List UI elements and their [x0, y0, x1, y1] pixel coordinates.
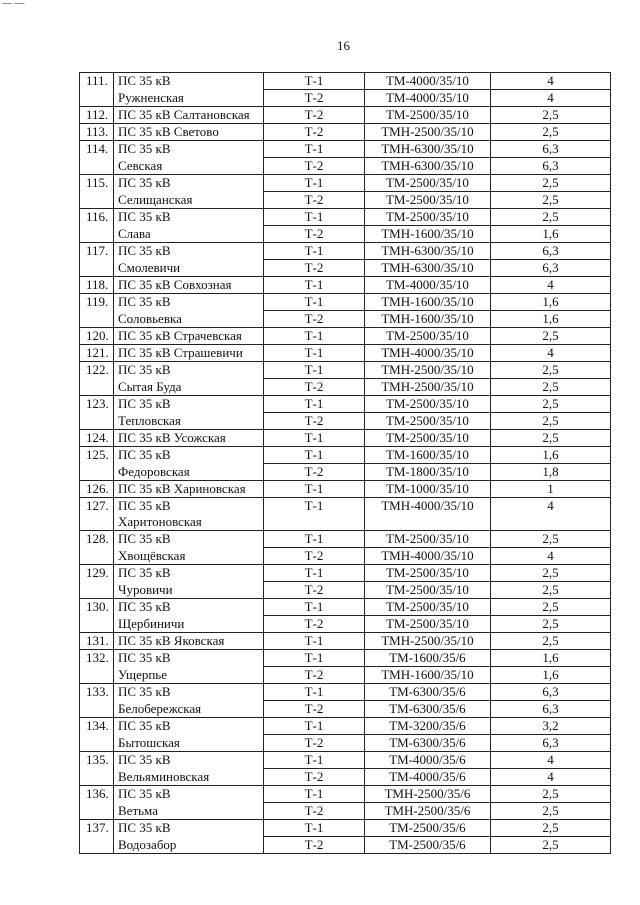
capacity-mva: 2,5	[491, 531, 611, 548]
transformer-id: Т-2	[264, 90, 365, 107]
row-number: 126.	[80, 481, 114, 498]
substation-name: Водозабор	[114, 837, 264, 854]
transformer-type: ТМН-6300/35/10	[365, 260, 491, 277]
capacity-mva: 2,5	[491, 565, 611, 582]
row-number: 120.	[80, 328, 114, 345]
transformer-id: Т-1	[264, 430, 365, 447]
transformer-id: Т-2	[264, 735, 365, 752]
capacity-mva: 2,5	[491, 786, 611, 803]
capacity-mva: 2,5	[491, 413, 611, 430]
substation-name: Вельяминовская	[114, 769, 264, 786]
table-row	[80, 243, 611, 260]
transformer-id: Т-1	[264, 328, 365, 345]
transformer-type: ТМ-4000/35/10	[365, 90, 491, 107]
transformer-id: Т-1	[264, 209, 365, 226]
transformer-id: Т-2	[264, 107, 365, 124]
transformer-type: ТМН-1600/35/10	[365, 294, 491, 311]
transformer-type: ТМН-4000/35/10	[365, 345, 491, 362]
capacity-mva: 2,5	[491, 599, 611, 616]
transformer-id: Т-2	[264, 158, 365, 175]
transformer-type: ТМН-4000/35/10	[365, 498, 491, 515]
table-row	[80, 192, 611, 209]
substation-name: ПС 35 кВ	[114, 447, 264, 464]
capacity-mva: 6,3	[491, 260, 611, 277]
transformer-id: Т-1	[264, 73, 365, 90]
transformer-id: Т-1	[264, 752, 365, 769]
transformer-type: ТМ-2500/35/10	[365, 616, 491, 633]
table-row	[80, 328, 611, 345]
row-number: 132.	[80, 650, 114, 684]
capacity-mva: 2,5	[491, 107, 611, 124]
transformer-id: Т-1	[264, 362, 365, 379]
transformer-type: ТМ-1800/35/10	[365, 464, 491, 481]
capacity-mva: 2,5	[491, 616, 611, 633]
transformer-type: ТМН-2500/35/10	[365, 379, 491, 396]
substation-name: Харитоновская	[114, 514, 264, 531]
capacity-mva: 4	[491, 548, 611, 565]
transformer-type: ТМ-4000/35/10	[365, 277, 491, 294]
table-row	[80, 226, 611, 243]
capacity-mva: 4	[491, 345, 611, 362]
transformer-id	[264, 514, 365, 531]
table-row	[80, 124, 611, 141]
capacity-mva: 4	[491, 752, 611, 769]
transformer-type: ТМ-2500/35/10	[365, 565, 491, 582]
row-number: 135.	[80, 752, 114, 786]
transformer-id: Т-1	[264, 396, 365, 413]
transformer-id: Т-1	[264, 531, 365, 548]
transformer-id: Т-1	[264, 599, 365, 616]
substation-table	[79, 72, 611, 854]
table-row	[80, 684, 611, 701]
capacity-mva: 1,6	[491, 311, 611, 328]
row-number: 111.	[80, 73, 114, 107]
capacity-mva: 6,3	[491, 243, 611, 260]
substation-name: ПС 35 кВ Страчевская	[114, 328, 264, 345]
capacity-mva: 6,3	[491, 701, 611, 718]
transformer-type: ТМН-2500/35/10	[365, 633, 491, 650]
transformer-type	[365, 514, 491, 531]
table-row	[80, 803, 611, 820]
row-number: 115.	[80, 175, 114, 209]
substation-name: Ветьма	[114, 803, 264, 820]
table-row	[80, 294, 611, 311]
transformer-id: Т-2	[264, 616, 365, 633]
substation-name: Тепловская	[114, 413, 264, 430]
transformer-id: Т-1	[264, 633, 365, 650]
transformer-type: ТМ-2500/35/10	[365, 209, 491, 226]
table-row	[80, 633, 611, 650]
transformer-id: Т-1	[264, 684, 365, 701]
transformer-id: Т-2	[264, 464, 365, 481]
table-row	[80, 599, 611, 616]
table-row	[80, 141, 611, 158]
table-row	[80, 701, 611, 718]
row-number: 136.	[80, 786, 114, 820]
row-number: 118.	[80, 277, 114, 294]
substation-name: Федоровская	[114, 464, 264, 481]
transformer-type: ТМ-2500/35/10	[365, 430, 491, 447]
transformer-type: ТМ-1600/35/6	[365, 650, 491, 667]
capacity-mva: 2,5	[491, 362, 611, 379]
transformer-id: Т-1	[264, 718, 365, 735]
transformer-id: Т-2	[264, 379, 365, 396]
table-row	[80, 209, 611, 226]
transformer-type: ТМ-2500/35/10	[365, 599, 491, 616]
substation-name: ПС 35 кВ	[114, 243, 264, 260]
substation-name: ПС 35 кВ Яковская	[114, 633, 264, 650]
transformer-type: ТМН-2500/35/6	[365, 786, 491, 803]
capacity-mva: 2,5	[491, 803, 611, 820]
row-number: 127.	[80, 498, 114, 531]
capacity-mva: 1,6	[491, 294, 611, 311]
table-row	[80, 498, 611, 515]
transformer-type: ТМ-6300/35/6	[365, 701, 491, 718]
corner-mark: — —	[2, 0, 25, 9]
row-number: 119.	[80, 294, 114, 328]
row-number: 112.	[80, 107, 114, 124]
row-number: 133.	[80, 684, 114, 718]
table-row	[80, 786, 611, 803]
table-row	[80, 73, 611, 90]
capacity-mva: 2,5	[491, 192, 611, 209]
transformer-id: Т-1	[264, 650, 365, 667]
capacity-mva: 6,3	[491, 684, 611, 701]
substation-name: ПС 35 кВ Светово	[114, 124, 264, 141]
table-row	[80, 107, 611, 124]
substation-name: ПС 35 кВ	[114, 175, 264, 192]
table-row	[80, 464, 611, 481]
row-number: 131.	[80, 633, 114, 650]
row-number: 117.	[80, 243, 114, 277]
transformer-id: Т-1	[264, 175, 365, 192]
transformer-type: ТМ-2500/35/10	[365, 531, 491, 548]
transformer-id: Т-2	[264, 769, 365, 786]
table-row	[80, 260, 611, 277]
capacity-mva: 2,5	[491, 633, 611, 650]
capacity-mva: 2,5	[491, 175, 611, 192]
table-row	[80, 616, 611, 633]
table-row	[80, 345, 611, 362]
table-row	[80, 565, 611, 582]
transformer-id: Т-2	[264, 582, 365, 599]
capacity-mva: 2,5	[491, 582, 611, 599]
capacity-mva: 4	[491, 498, 611, 515]
table-row	[80, 175, 611, 192]
substation-name: ПС 35 кВ Салтановская	[114, 107, 264, 124]
substation-name: ПС 35 кВ	[114, 650, 264, 667]
capacity-mva: 1,6	[491, 650, 611, 667]
substation-name: ПС 35 кВ	[114, 752, 264, 769]
table-row	[80, 277, 611, 294]
transformer-id: Т-2	[264, 701, 365, 718]
substation-name: Севская	[114, 158, 264, 175]
transformer-id: Т-2	[264, 837, 365, 854]
substation-name: ПС 35 кВ Совхозная	[114, 277, 264, 294]
capacity-mva: 4	[491, 90, 611, 107]
row-number: 116.	[80, 209, 114, 243]
transformer-type: ТМ-2500/35/10	[365, 582, 491, 599]
substation-name: ПС 35 кВ	[114, 684, 264, 701]
row-number: 134.	[80, 718, 114, 752]
transformer-type: ТМ-1000/35/10	[365, 481, 491, 498]
transformer-type: ТМ-4000/35/10	[365, 73, 491, 90]
table-row	[80, 514, 611, 531]
transformer-id: Т-2	[264, 667, 365, 684]
transformer-type: ТМ-3200/35/6	[365, 718, 491, 735]
table-row	[80, 769, 611, 786]
transformer-id: Т-1	[264, 481, 365, 498]
transformer-type: ТМ-2500/35/10	[365, 107, 491, 124]
substation-name: ПС 35 кВ	[114, 362, 264, 379]
substation-name: ПС 35 кВ	[114, 209, 264, 226]
capacity-mva: 6,3	[491, 158, 611, 175]
transformer-id: Т-1	[264, 786, 365, 803]
transformer-type: ТМН-1600/35/10	[365, 311, 491, 328]
substation-name: ПС 35 кВ Усожская	[114, 430, 264, 447]
row-number: 124.	[80, 430, 114, 447]
transformer-id: Т-2	[264, 124, 365, 141]
table-row	[80, 548, 611, 565]
row-number: 129.	[80, 565, 114, 599]
substation-name: Ущерпье	[114, 667, 264, 684]
capacity-mva: 1,6	[491, 447, 611, 464]
table-row	[80, 379, 611, 396]
row-number: 125.	[80, 447, 114, 481]
row-number: 121.	[80, 345, 114, 362]
transformer-id: Т-1	[264, 345, 365, 362]
substation-name: ПС 35 кВ	[114, 565, 264, 582]
transformer-type: ТМ-2500/35/6	[365, 820, 491, 837]
capacity-mva: 1,6	[491, 667, 611, 684]
transformer-id: Т-2	[264, 413, 365, 430]
capacity-mva: 2,5	[491, 430, 611, 447]
transformer-id: Т-1	[264, 294, 365, 311]
table-row	[80, 481, 611, 498]
row-number: 123.	[80, 396, 114, 430]
transformer-type: ТМН-6300/35/10	[365, 158, 491, 175]
substation-name: Селищанская	[114, 192, 264, 209]
table-row	[80, 650, 611, 667]
transformer-id: Т-1	[264, 447, 365, 464]
substation-name: Слава	[114, 226, 264, 243]
capacity-mva: 2,5	[491, 820, 611, 837]
table-row	[80, 90, 611, 107]
transformer-type: ТМН-1600/35/10	[365, 667, 491, 684]
capacity-mva: 1	[491, 481, 611, 498]
table-row	[80, 837, 611, 854]
page-number: 16	[337, 38, 350, 53]
substation-name: Щербиничи	[114, 616, 264, 633]
substation-name: ПС 35 кВ Хариновская	[114, 481, 264, 498]
transformer-type: ТМ-2500/35/10	[365, 175, 491, 192]
transformer-id: Т-2	[264, 803, 365, 820]
transformer-id: Т-1	[264, 820, 365, 837]
table-row	[80, 396, 611, 413]
transformer-type: ТМН-2500/35/10	[365, 362, 491, 379]
capacity-mva: 4	[491, 73, 611, 90]
transformer-type: ТМ-4000/35/6	[365, 752, 491, 769]
capacity-mva: 2,5	[491, 209, 611, 226]
substation-name: Ружненская	[114, 90, 264, 107]
capacity-mva: 4	[491, 277, 611, 294]
capacity-mva: 4	[491, 769, 611, 786]
table-row	[80, 752, 611, 769]
capacity-mva: 6,3	[491, 735, 611, 752]
capacity-mva	[491, 514, 611, 531]
substation-name: Чуровичи	[114, 582, 264, 599]
transformer-id: Т-1	[264, 141, 365, 158]
substation-name: Бытошская	[114, 735, 264, 752]
table-row	[80, 430, 611, 447]
transformer-type: ТМ-2500/35/10	[365, 328, 491, 345]
transformer-id: Т-1	[264, 498, 365, 515]
transformer-type: ТМ-2500/35/6	[365, 837, 491, 854]
table-row	[80, 447, 611, 464]
row-number: 113.	[80, 124, 114, 141]
transformer-id: Т-1	[264, 277, 365, 294]
transformer-type: ТМ-6300/35/6	[365, 735, 491, 752]
transformer-id: Т-2	[264, 260, 365, 277]
substation-name: ПС 35 кВ	[114, 396, 264, 413]
transformer-type: ТМН-2500/35/6	[365, 803, 491, 820]
substation-name: ПС 35 кВ	[114, 786, 264, 803]
table-row	[80, 820, 611, 837]
substation-name: Сытая Буда	[114, 379, 264, 396]
transformer-type: ТМ-2500/35/10	[365, 396, 491, 413]
substation-name: Хвощёвская	[114, 548, 264, 565]
table-row	[80, 667, 611, 684]
transformer-type: ТМН-4000/35/10	[365, 548, 491, 565]
substation-name: Белобережская	[114, 701, 264, 718]
row-number: 122.	[80, 362, 114, 396]
substation-name: ПС 35 кВ	[114, 294, 264, 311]
row-number: 128.	[80, 531, 114, 565]
table-row	[80, 311, 611, 328]
transformer-type: ТМ-2500/35/10	[365, 192, 491, 209]
substation-name: ПС 35 кВ	[114, 531, 264, 548]
table-row	[80, 582, 611, 599]
row-number: 137.	[80, 820, 114, 854]
transformer-type: ТМ-1600/35/10	[365, 447, 491, 464]
substation-name: ПС 35 кВ Страшевичи	[114, 345, 264, 362]
transformer-type: ТМ-6300/35/6	[365, 684, 491, 701]
transformer-id: Т-2	[264, 548, 365, 565]
table-row	[80, 718, 611, 735]
table-row	[80, 158, 611, 175]
transformer-type: ТМН-2500/35/10	[365, 124, 491, 141]
table-row	[80, 362, 611, 379]
table-row	[80, 735, 611, 752]
capacity-mva: 2,5	[491, 328, 611, 345]
table-row	[80, 413, 611, 430]
capacity-mva: 2,5	[491, 124, 611, 141]
transformer-type: ТМ-4000/35/6	[365, 769, 491, 786]
substation-name: Соловьевка	[114, 311, 264, 328]
capacity-mva: 2,5	[491, 396, 611, 413]
row-number: 114.	[80, 141, 114, 175]
transformer-id: Т-2	[264, 192, 365, 209]
row-number: 130.	[80, 599, 114, 633]
table-body	[80, 73, 611, 854]
substation-name: ПС 35 кВ	[114, 718, 264, 735]
transformer-id: Т-2	[264, 311, 365, 328]
capacity-mva: 1,8	[491, 464, 611, 481]
transformer-id: Т-2	[264, 226, 365, 243]
substation-name: Смолевичи	[114, 260, 264, 277]
capacity-mva: 1,6	[491, 226, 611, 243]
substation-name: ПС 35 кВ	[114, 498, 264, 515]
substation-name: ПС 35 кВ	[114, 141, 264, 158]
transformer-id: Т-1	[264, 243, 365, 260]
capacity-mva: 6,3	[491, 141, 611, 158]
table-row	[80, 531, 611, 548]
transformer-type: ТМН-6300/35/10	[365, 243, 491, 260]
substation-name: ПС 35 кВ	[114, 820, 264, 837]
transformer-id: Т-1	[264, 565, 365, 582]
capacity-mva: 2,5	[491, 837, 611, 854]
substation-name: ПС 35 кВ	[114, 599, 264, 616]
transformer-type: ТМН-6300/35/10	[365, 141, 491, 158]
transformer-type: ТМН-1600/35/10	[365, 226, 491, 243]
capacity-mva: 3,2	[491, 718, 611, 735]
substation-name: ПС 35 кВ	[114, 73, 264, 90]
capacity-mva: 2,5	[491, 379, 611, 396]
transformer-type: ТМ-2500/35/10	[365, 413, 491, 430]
